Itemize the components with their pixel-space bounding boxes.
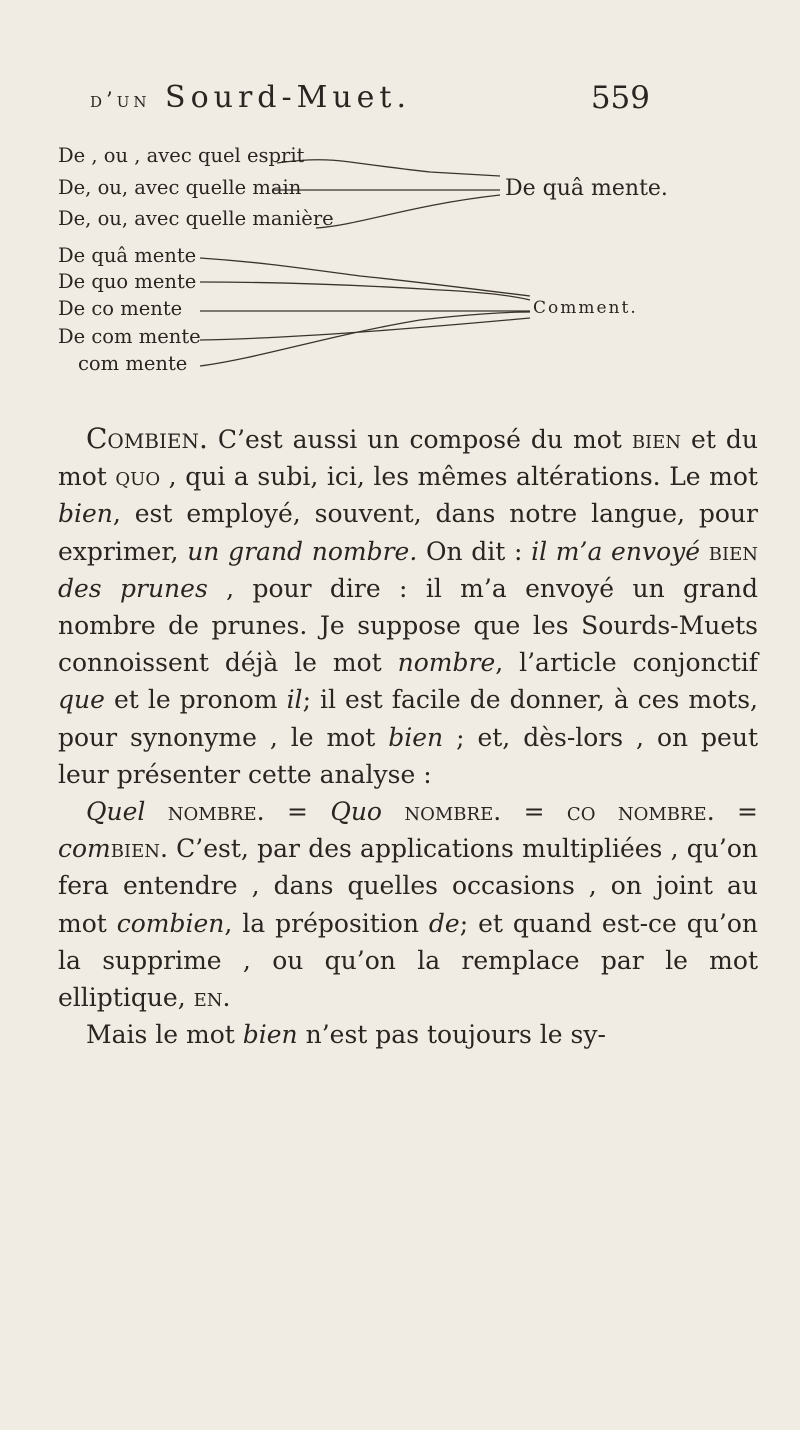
text-run: nombre.	[381, 797, 502, 827]
text-run: n’est pas toujours le sy-	[297, 1020, 606, 1050]
derivation-line: De, ou, avec quelle manière	[58, 207, 334, 230]
connector-line	[200, 282, 530, 300]
text-run: ; et, dès-lors , on peut leur présenter cette analyse :	[58, 722, 758, 789]
derivation-result: Comment.	[533, 298, 638, 318]
text-run: quo	[115, 462, 161, 492]
text-run: bien.	[110, 834, 168, 864]
derivation-line: De co mente	[58, 297, 183, 320]
derivation-result: De quâ mente.	[505, 176, 668, 201]
page-number: 559	[590, 80, 650, 116]
text-run: bien	[631, 425, 682, 454]
text-run: bien	[242, 1020, 298, 1050]
header-title-b: Muet.	[296, 80, 412, 115]
running-header: d’un Sourd-Muet. 559	[90, 80, 650, 116]
connector-line	[277, 160, 500, 176]
text-run: il m’a envoyé	[531, 536, 701, 566]
text-run: On dit :	[417, 536, 532, 566]
derivation-line: De, ou, avec quelle main	[58, 176, 302, 199]
text-run: il	[286, 685, 303, 715]
text-run: et du mot	[58, 425, 758, 492]
paragraph	[58, 793, 758, 1016]
paragraph	[58, 420, 758, 793]
text-run: , qui a subi, ici, les mêmes altérations. Le mot	[160, 462, 758, 492]
derivation-line: com mente	[78, 352, 188, 375]
derivation-line: De com mente	[58, 325, 201, 348]
text-run	[700, 537, 709, 566]
derivation-line: De quo mente	[58, 270, 197, 293]
text-run: bien	[58, 499, 113, 529]
entry-heading: Combien.	[86, 422, 208, 455]
text-run: =	[501, 797, 567, 827]
text-run: Quo	[330, 797, 382, 827]
text-run: com	[58, 834, 111, 864]
derivation-line: De quâ mente	[58, 244, 197, 267]
text-run: que	[58, 685, 105, 715]
text-run: ; il est facile de donner, à ces mots, pour synonyme , le mot	[58, 685, 758, 752]
text-run: =	[714, 797, 758, 827]
text-run: , pour dire : il m’a envoyé un grand nombre de prunes. Je suppose que les Sourds-Muets connoissent déjà le mot	[58, 573, 758, 678]
text-run: nombre.	[145, 797, 265, 827]
text-run: combien	[116, 908, 225, 938]
text-run: en.	[193, 983, 231, 1013]
text-run: et le pronom	[104, 685, 287, 715]
text-run: C’est, par des applications multipliées , qu’on fera entendre , dans quelles occasions , on joint au mot	[58, 834, 758, 938]
text-run: co nombre.	[566, 797, 715, 827]
text-run: , est employé, souvent, dans notre langue, pour exprimer,	[58, 499, 758, 566]
text-run: , l’article conjonctif	[495, 648, 758, 678]
paragraph	[58, 1016, 758, 1053]
header-prefix: d’un	[90, 88, 151, 112]
connector-line	[200, 258, 530, 296]
text-run: bien	[388, 722, 444, 752]
text-run: bien	[708, 536, 758, 566]
text-run: Quel	[86, 797, 146, 827]
text-run: ; et quand est-ce qu’on la supprime , ou qu’on la remplace par le mot elliptique,	[58, 908, 758, 1013]
text-run: des prunes	[58, 573, 208, 603]
derivation-line: De , ou , avec quel esprit	[58, 144, 305, 167]
header-title-a: Sourd	[165, 80, 282, 115]
text-run: un grand nombre.	[187, 536, 418, 566]
text-run: =	[264, 797, 331, 827]
text-run: nombre	[397, 648, 496, 678]
connector-line	[316, 195, 500, 228]
body-text	[58, 420, 758, 1053]
text-run: de	[428, 908, 460, 938]
text-run: Mais le mot	[86, 1020, 243, 1050]
text-run: C’est aussi un composé du mot	[207, 425, 632, 454]
connector-line	[200, 318, 530, 340]
text-run: , la préposition	[224, 908, 429, 938]
